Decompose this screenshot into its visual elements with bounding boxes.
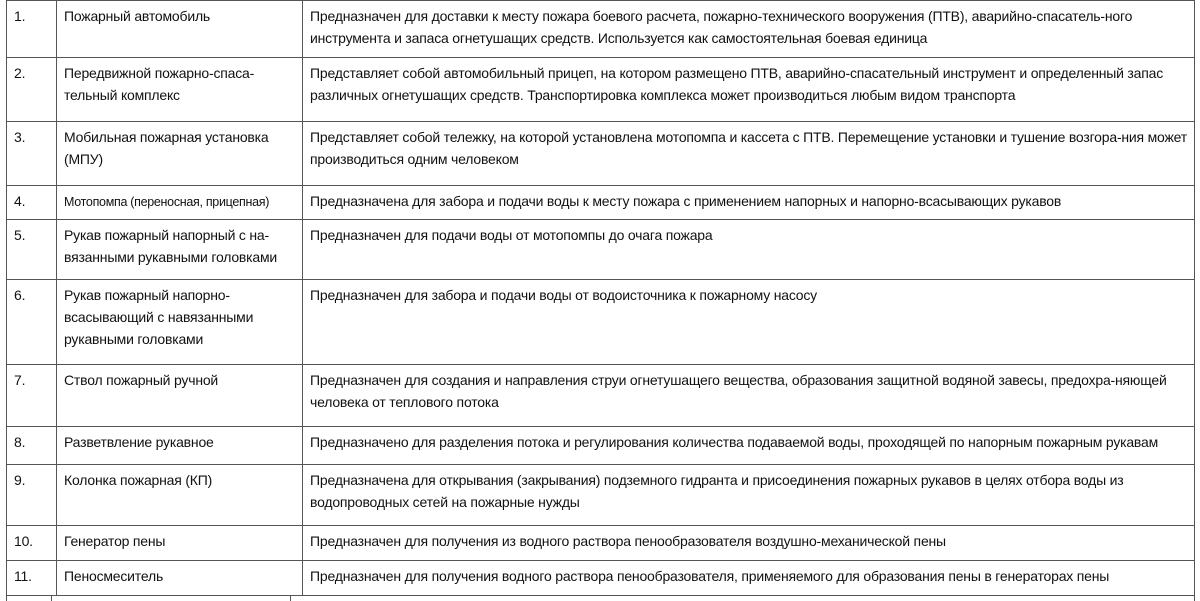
row-number: 4. bbox=[7, 186, 57, 220]
equipment-name: Мобильная пожарная установка (МПУ) bbox=[57, 122, 303, 186]
equipment-description: Представляет собой тележку, на которой установлена мотопомпа и кассета с ПТВ. Перемещение установки и тушение возгора-ния может производиться одним человеком bbox=[303, 122, 1195, 186]
equipment-description: Предназначен для подачи воды от мотопомпы до очага пожара bbox=[303, 220, 1195, 280]
row-number: 8. bbox=[7, 427, 57, 465]
table-row bbox=[7, 526, 1195, 561]
equipment-name: Мотопомпа (переносная, прицепная) bbox=[64, 195, 270, 209]
equipment-description: Предназначен для доставки к месту пожара боевого расчета, пожарно-технического вооружения (ПТВ), аварийно-спасатель-ного инструмента и запаса огнетушащих средств. Используется как самостоятельная боевая единица bbox=[303, 1, 1195, 58]
row-number: 5. bbox=[7, 220, 57, 280]
table-row bbox=[7, 427, 1195, 465]
equipment-name: Передвижной пожарно-спаса-тельный комплекс bbox=[57, 58, 303, 122]
table-continuation bbox=[6, 596, 1195, 601]
table-row bbox=[7, 58, 1195, 122]
equipment-description: Предназначен для создания и направления струи огнетушащего вещества, образования защитной водяной завесы, предохра-няющей человека от теплового потока bbox=[303, 365, 1195, 427]
equipment-description: Предназначен для получения из водного раствора пенообразователя воздушно-механической пены bbox=[303, 526, 1195, 561]
equipment-name: Ствол пожарный ручной bbox=[57, 365, 303, 427]
column-divider bbox=[1194, 596, 1195, 601]
row-number: 11. bbox=[7, 561, 57, 596]
equipment-name: Рукав пожарный напорный с на-вязанными рукавными головками bbox=[57, 220, 303, 280]
row-number: 10. bbox=[7, 526, 57, 561]
equipment-name: Пеносмеситель bbox=[57, 561, 303, 596]
table-row bbox=[7, 561, 1195, 596]
table-row bbox=[7, 186, 1195, 220]
row-number: 7. bbox=[7, 365, 57, 427]
equipment-name: Колонка пожарная (КП) bbox=[57, 465, 303, 526]
equipment-table bbox=[6, 0, 1195, 596]
table-row bbox=[7, 220, 1195, 280]
row-number: 6. bbox=[7, 280, 57, 365]
equipment-name: Рукав пожарный напорно-всасывающий с навязанными рукавными головками bbox=[57, 280, 303, 365]
equipment-description: Представляет собой автомобильный прицеп, на котором размещено ПТВ, аварийно-спасательный инструмент и определенный запас различных огнетушащих средств. Транспортировка комплекса может производиться любым видом транспорта bbox=[303, 58, 1195, 122]
equipment-description: Предназначен для получения водного раствора пенообразователя, применяемого для образования пены в генераторах пены bbox=[303, 561, 1195, 596]
equipment-name: Генератор пены bbox=[57, 526, 303, 561]
table-row bbox=[7, 465, 1195, 526]
equipment-name: Разветвление рукавное bbox=[57, 427, 303, 465]
equipment-description: Предназначена для забора и подачи воды к месту пожара с применением напорных и напорно-всасывающих рукавов bbox=[303, 186, 1195, 220]
column-divider bbox=[6, 596, 7, 601]
row-number: 2. bbox=[7, 58, 57, 122]
table-row bbox=[7, 280, 1195, 365]
equipment-description: Предназначено для разделения потока и регулирования количества подаваемой воды, проходящей по напорным пожарным рукавам bbox=[303, 427, 1195, 465]
column-divider bbox=[51, 596, 52, 601]
row-number: 1. bbox=[7, 1, 57, 58]
column-divider bbox=[290, 596, 291, 601]
equipment-description: Предназначена для открывания (закрывания) подземного гидранта и присоединения пожарных рукавов в целях отбора воды из водопроводных сетей на пожарные нужды bbox=[303, 465, 1195, 526]
row-number: 3. bbox=[7, 122, 57, 186]
table-row bbox=[7, 122, 1195, 186]
equipment-name: Пожарный автомобиль bbox=[57, 1, 303, 58]
table-row bbox=[7, 365, 1195, 427]
table-row bbox=[7, 1, 1195, 58]
row-number: 9. bbox=[7, 465, 57, 526]
equipment-description: Предназначен для забора и подачи воды от водоисточника к пожарному насосу bbox=[303, 280, 1195, 365]
